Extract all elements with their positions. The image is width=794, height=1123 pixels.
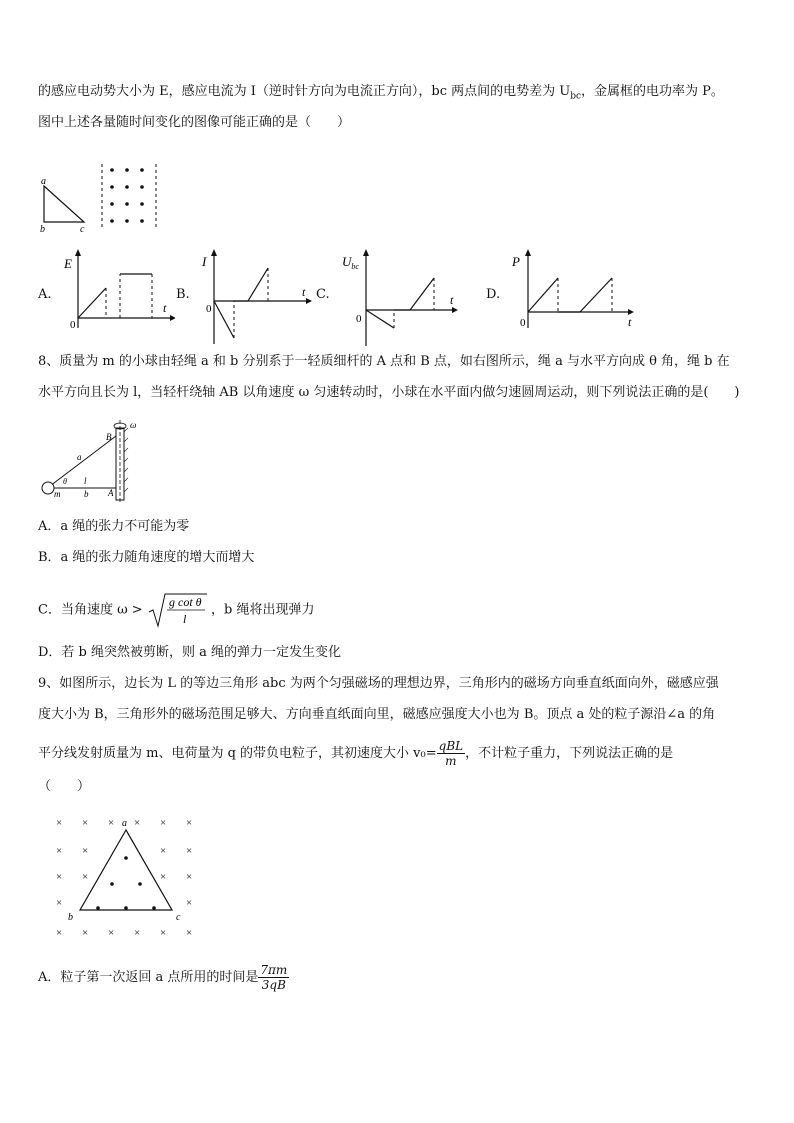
q9-option-a: A．粒子第一次返回 a 点所用的时间是 $\frac{7\pi m}{3qB}$ — [38, 963, 288, 992]
svg-text:l: l — [84, 476, 87, 486]
q7-option-a-label: A. — [38, 287, 52, 302]
q8-rotating-rod-figure — [36, 418, 156, 506]
wire-frame-triangle — [44, 186, 84, 222]
q9-text-line1: 9、如图所示，边长为 L 的等边三角形 abc 为两个匀强磁场的理想边界，三角形内的磁场方向垂直纸面向外，磁感应强 — [38, 676, 719, 691]
cross-mark: × — [56, 871, 63, 883]
q9-triangle-magnetic-field-figure — [50, 812, 210, 942]
svg-text:b: b — [68, 912, 73, 923]
svg-text:t: t — [302, 285, 306, 299]
cross-mark: × — [134, 817, 141, 829]
svg-text:B: B — [106, 432, 112, 442]
svg-text:t: t — [450, 293, 454, 307]
svg-text:a: a — [122, 818, 127, 829]
cross-mark: × — [160, 927, 167, 939]
time-fraction: $\frac{7\pi m}{3qB}$ — [260, 963, 288, 992]
svg-text:l: l — [182, 612, 187, 626]
cross-mark: × — [82, 817, 89, 829]
cross-mark: × — [134, 927, 141, 939]
svg-text:a: a — [77, 452, 82, 462]
cross-mark: × — [186, 927, 193, 939]
svg-text:P: P — [512, 254, 520, 269]
cross-mark: × — [108, 927, 115, 939]
q7-text-line1: 的感应电动势大小为 E，感应电流为 I（逆时针方向为电流正方向），bc 两点间的电势差为 $U_{bc}$，金属框的电功率为 P。 — [38, 84, 724, 102]
cross-mark: × — [186, 817, 193, 829]
svg-text:0: 0 — [520, 317, 526, 329]
cross-mark: × — [82, 845, 89, 857]
q7-option-b-label: B. — [176, 287, 190, 302]
q7-graph-a — [60, 248, 175, 333]
svg-text:c: c — [176, 912, 181, 923]
svg-text:A: A — [108, 488, 114, 498]
svg-text:0: 0 — [70, 319, 76, 331]
q7-triangle-field-figure — [36, 158, 166, 238]
cross-mark: × — [186, 871, 193, 883]
q8-option-b: B．a 绳的张力随角速度的增大而增大 — [38, 550, 255, 565]
q8-text-line1: 8、质量为 m 的小球由轻绳 a 和 b 分别系于一轻质细杆的 A 点和 B 点，如右图所示，绳 a 与水平方向成 θ 角，绳 b 在 — [38, 354, 730, 369]
svg-text:0: 0 — [206, 303, 212, 315]
svg-text:t: t — [628, 315, 632, 329]
q9-text-line2: 度大小为 B，三角形外的磁场范围足够大、方向垂直纸面向里，磁感应强度大小也为 B。顶点 a 处的粒子源沿∠a 的角 — [38, 707, 716, 722]
svg-text:I: I — [202, 254, 207, 269]
cross-mark: × — [160, 871, 167, 883]
cross-mark: × — [108, 817, 115, 829]
svg-text:ω: ω — [130, 420, 137, 430]
label-b: b — [40, 224, 45, 235]
q7-graph-d — [508, 248, 638, 333]
cross-mark: × — [56, 817, 63, 829]
sqrt-symbol — [147, 592, 207, 628]
v0-fraction: $\frac{\text{qBL}}{m}$ — [438, 739, 464, 768]
svg-text:θ: θ — [63, 477, 67, 486]
cross-mark: × — [82, 871, 89, 883]
q8-option-d: D．若 b 绳突然被剪断，则 a 绳的弹力一定发生变化 — [38, 645, 342, 660]
q7-graph-c — [340, 248, 460, 348]
field-dots — [110, 168, 144, 223]
svg-text:Ubc: $U_{bc}$ — [342, 254, 359, 271]
cross-mark: × — [160, 845, 167, 857]
q8-text-line2: 水平方向且长为 l，当轻杆绕轴 AB 以角速度 ω 匀速转动时，小球在水平面内做匀速圆周运动，则下列说法正确的是( ) — [38, 385, 740, 400]
q8-option-a: A．a 绳的张力不可能为零 — [38, 519, 190, 534]
svg-text:g cot θ: g cot θ — [168, 595, 202, 609]
cross-mark: × — [56, 897, 63, 909]
svg-text:t: t — [163, 301, 167, 315]
q7-option-d-label: D. — [486, 287, 501, 302]
cross-mark: × — [56, 845, 63, 857]
label-a: a — [41, 176, 46, 187]
svg-text:0: 0 — [356, 313, 362, 325]
equilateral-triangle-abc — [80, 830, 172, 910]
cross-mark: × — [186, 845, 193, 857]
q7-option-c-label: C. — [316, 287, 330, 302]
q7-text-line2: 图中上述各量随时间变化的图像可能正确的是（ ） — [38, 115, 351, 130]
q9-text-line3: 平分线发射质量为 m、电荷量为 q 的带负电粒子，其初速度大小 v₀= $\frac{\text{qBL}}{m}$ ，不计粒子重力，下列说法正确的是 — [38, 739, 674, 768]
q7-graph-b — [196, 248, 314, 348]
svg-text:b: b — [84, 489, 89, 499]
svg-text:E: E — [64, 256, 72, 271]
svg-text:m: m — [54, 489, 61, 499]
cross-mark: × — [186, 897, 193, 909]
cross-mark: × — [56, 927, 63, 939]
q9-text-line4: （ ） — [38, 779, 91, 794]
label-c: c — [80, 224, 85, 235]
q8-option-c: C．当角速度 ω > g cot θ l ，b 绳将出现弹力 — [38, 592, 314, 628]
cross-mark: × — [82, 927, 89, 939]
cross-mark: × — [160, 817, 167, 829]
